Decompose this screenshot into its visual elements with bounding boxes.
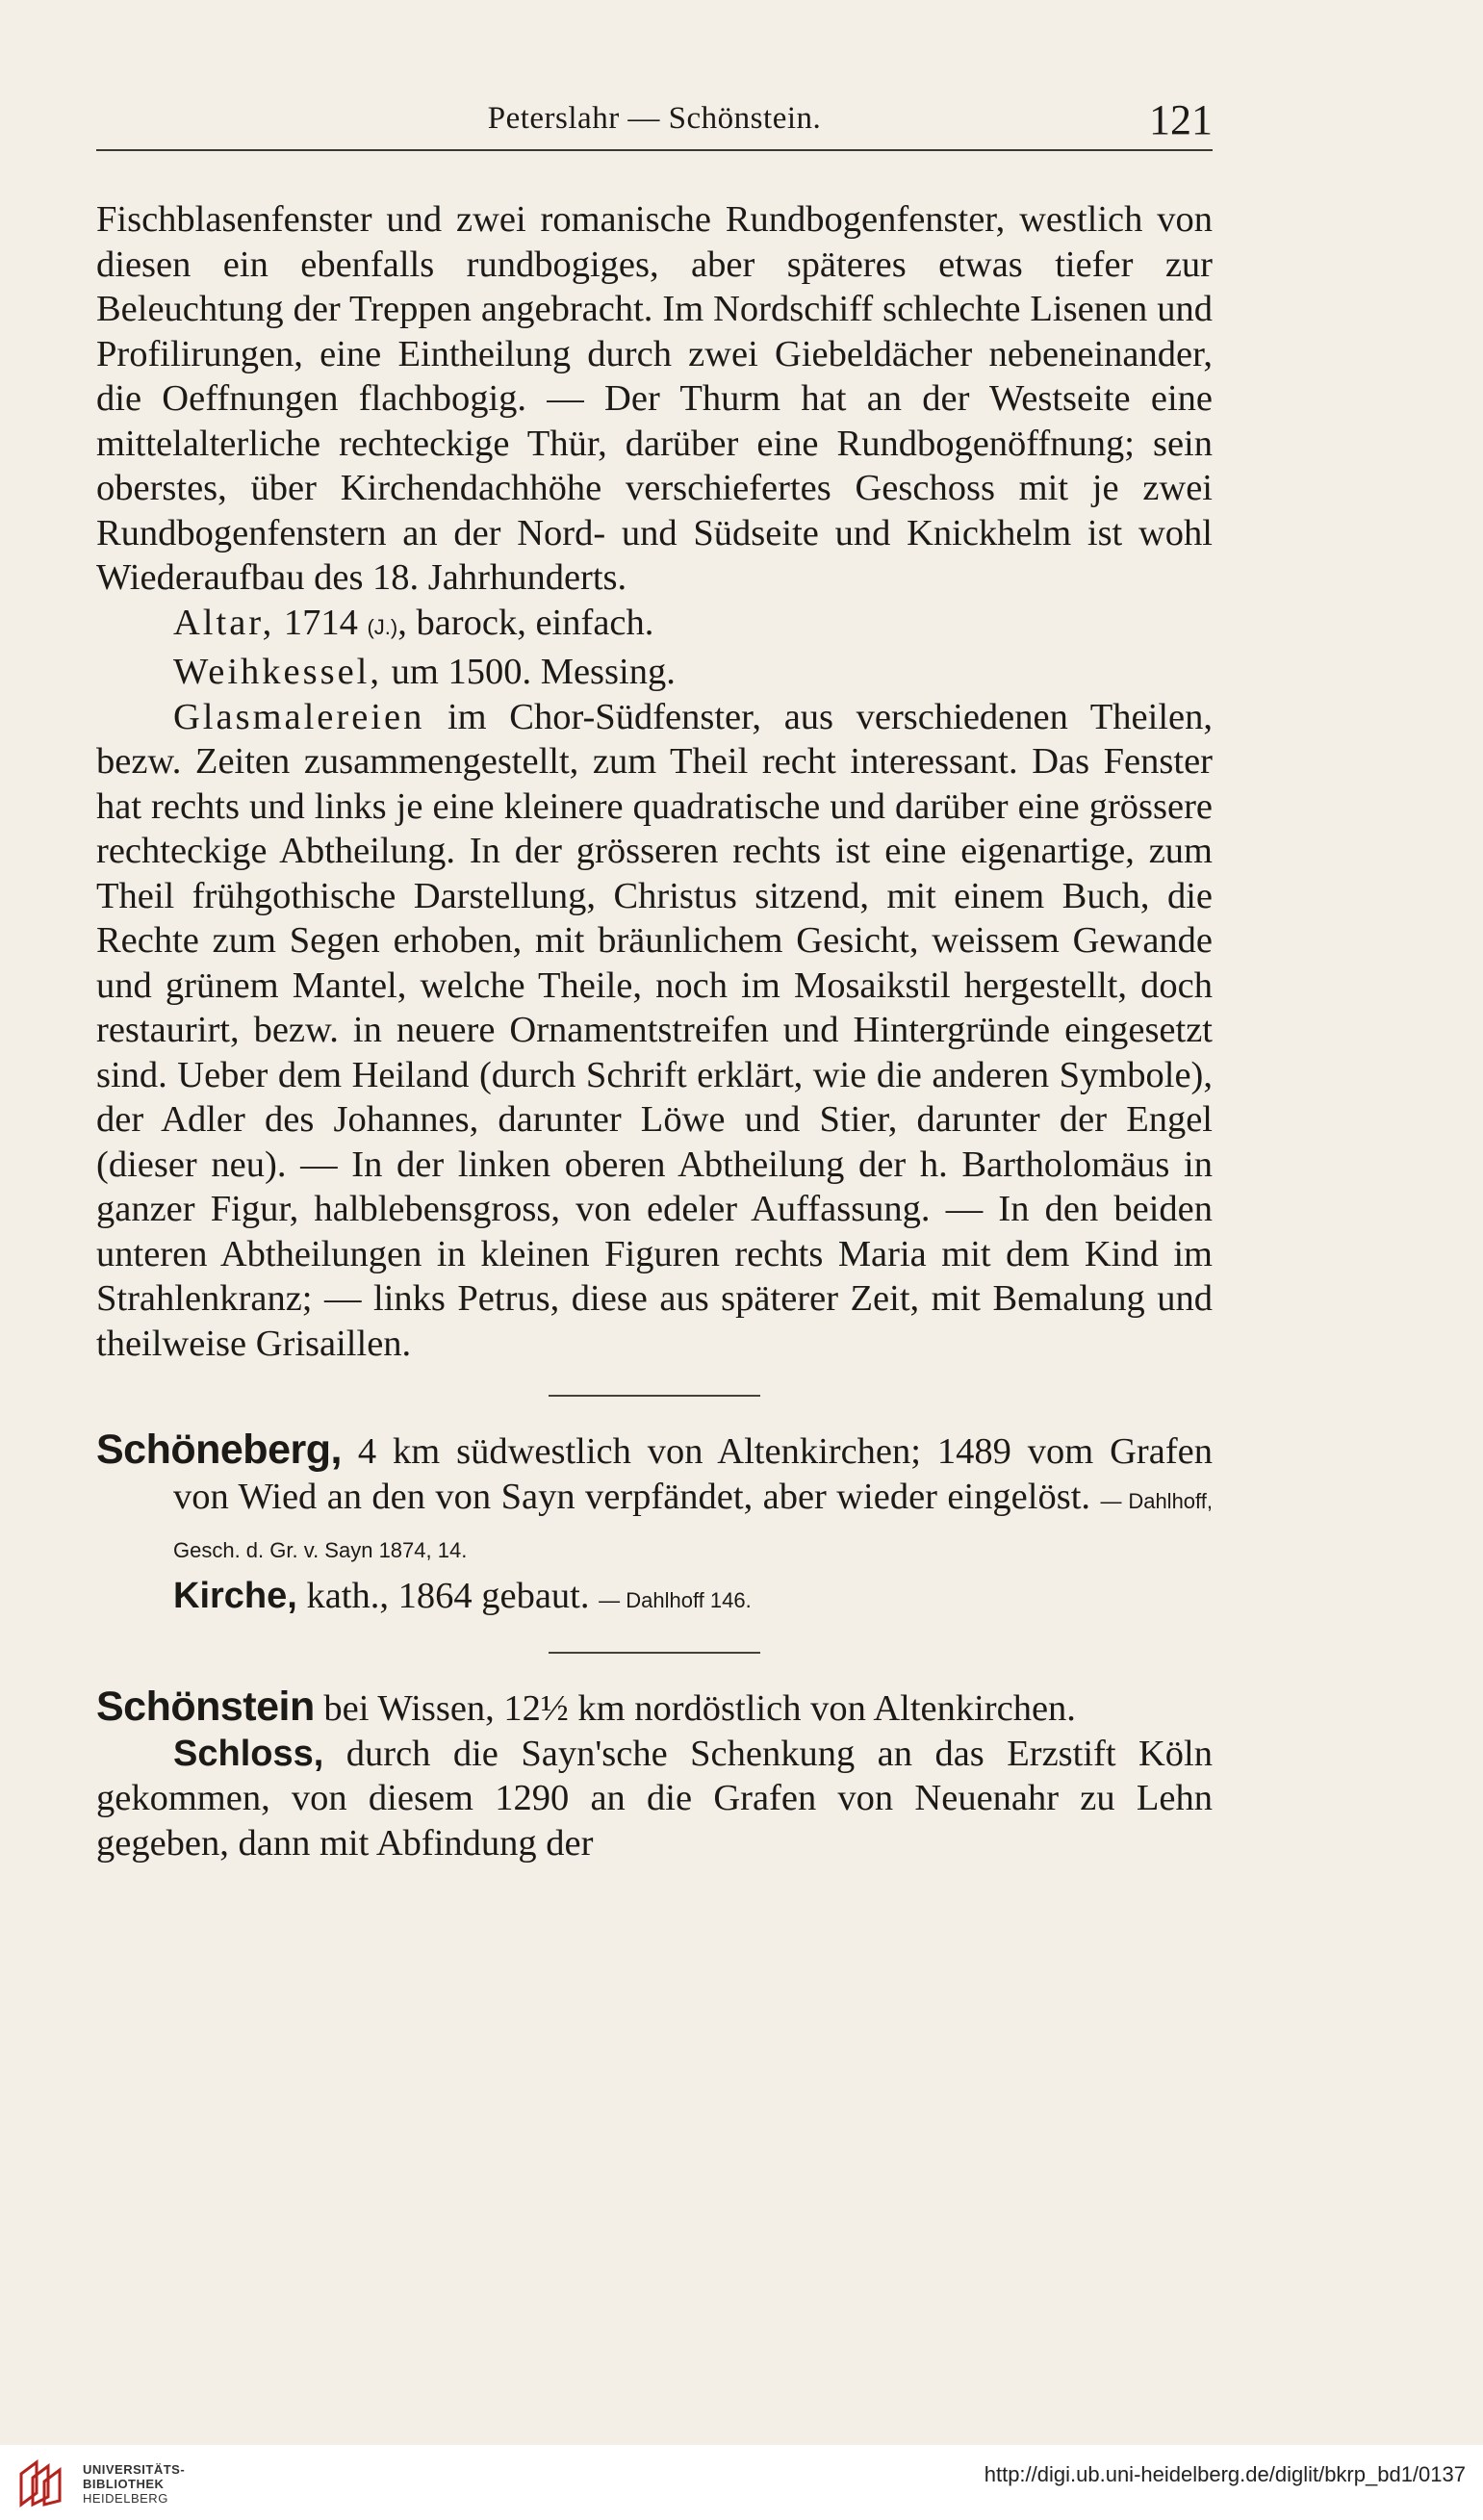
section-divider — [549, 1395, 760, 1397]
altar-date: 1714 — [274, 602, 368, 643]
glasmalereien-text: im Chor-Südfenster, aus verschiedenen Theilen, bezw. Zeiten zusammengestellt, zum Theil recht interessant. Das Fenster hat rechts und links je eine kleinere quadratische und darüber eine grössere rechteckige Abtheilung. In der grösseren rechts ist eine eigenartige, zum Theil frühgothische Darstellung, Christus sitzend, mit einem Buch, die Rechte zum Segen erhoben, mit bräunlichem Gesicht, weissem Gewande und grünem Mantel, welche Theile, noch im Mosaikstil hergestellt, doch restaurirt, bezw. in neuere Ornamentstreifen und Hintergründe eingesetzt sind. Ueber dem Heiland (durch Schrift erklärt, wie die anderen Symbole), der Adler des Johannes, darunter Löwe und Stier, darunter der Engel (dieser neu). — In der linken oberen Abtheilung der h. Bartholomäus in ganzer Figur, halblebensgross, von edeler Auffassung. — In den beiden unteren Abtheilungen in kleinen Figuren rechts Maria mit dem Kind im Strahlenkranz; — links Petrus, diese aus späterer Zeit, mit Bemalung und theilweise Grisaillen. — [96, 696, 1213, 1364]
kirche-cite: — Dahlhoff 146. — [599, 1587, 752, 1612]
library-logo-icon — [15, 2456, 69, 2510]
library-name-line: HEIDELBERG — [83, 2491, 168, 2506]
library-name — [83, 2462, 185, 2506]
running-head — [96, 96, 1213, 151]
schoeneberg-text: 4 km südwestlich von Altenkirchen; 1489 vom Grafen von Wied an den von Sayn verpfändet, aber wieder eingelöst. — [173, 1431, 1213, 1517]
source-url-link[interactable]: http://digi.ub.uni-heidelberg.de/diglit/bkrp_bd1/0137 — [984, 2462, 1466, 2486]
kirche-text: kath., 1864 gebaut. — [296, 1575, 600, 1616]
paragraph-weihkessel — [96, 650, 1213, 695]
page-number: 121 — [1149, 96, 1213, 143]
entry-kirche — [96, 1574, 1213, 1624]
section-divider — [549, 1652, 760, 1654]
schoenstein-text: bei Wissen, 12½ km nordöstlich von Altenkirchen. — [314, 1688, 1076, 1729]
altar-end: , barock, einfach. — [397, 602, 654, 643]
entry-schoeneberg — [96, 1427, 1213, 1574]
altar-cite: (J.) — [367, 614, 398, 639]
heading-schoenstein: Schönstein — [96, 1684, 315, 1730]
weihkessel-text: um 1500. Messing. — [382, 652, 676, 692]
heading-kirche: Kirche, — [173, 1575, 297, 1616]
running-title: Peterslahr — Schönstein. — [487, 101, 822, 136]
entry-schoenstein — [96, 1684, 1213, 1732]
term-glasmalereien: Glasmalereien — [173, 696, 425, 737]
library-name-line: UNIVERSITÄTS- — [83, 2462, 186, 2477]
heading-schloss: Schloss, — [173, 1733, 324, 1774]
body-text — [96, 197, 1213, 1865]
schoeneberg-cite: — Dahlhoff, Gesch. d. Gr. v. Sayn 1874, 14. — [173, 1488, 1213, 1562]
term-altar: Altar, — [173, 602, 275, 643]
heading-schoeneberg: Schöneberg, — [96, 1427, 342, 1473]
term-weihkessel: Weihkessel, — [173, 652, 383, 692]
entry-schloss — [96, 1732, 1213, 1866]
paragraph-altar — [96, 601, 1213, 651]
paragraph-glasmalereien — [96, 695, 1213, 1367]
digitization-footer — [0, 2445, 1483, 2520]
paragraph-continuation: Fischblasenfenster und zwei romanische Rundbogenfenster, westlich von diesen ein ebenfalls rundbogiges, aber späteres etwas tiefer zur Beleuchtung der Treppen angebracht. Im Nordschiff schlechte Lisenen und Profilirungen, eine Eintheilung durch zwei Giebeldächer nebeneinander, die Oeffnungen flachbogig. — Der Thurm hat an der Westseite eine mittelalterliche rechteckige Thür, darüber eine Rundbogenöffnung; sein oberstes, über Kirchendachhöhe verschiefertes Geschoss mit je zwei Rundbogenfenstern an der Nord- und Südseite und Knickhelm ist wohl Wiederaufbau des 18. Jahrhunderts. — [96, 199, 1213, 598]
library-name-line: BIBLIOTHEK — [83, 2477, 165, 2491]
schloss-text: durch die Sayn'sche Schenkung an das Erzstift Köln gekommen, von diesem 1290 an die Grafen von Neuenahr zu Lehn gegeben, dann mit Abfindung der — [96, 1733, 1213, 1864]
